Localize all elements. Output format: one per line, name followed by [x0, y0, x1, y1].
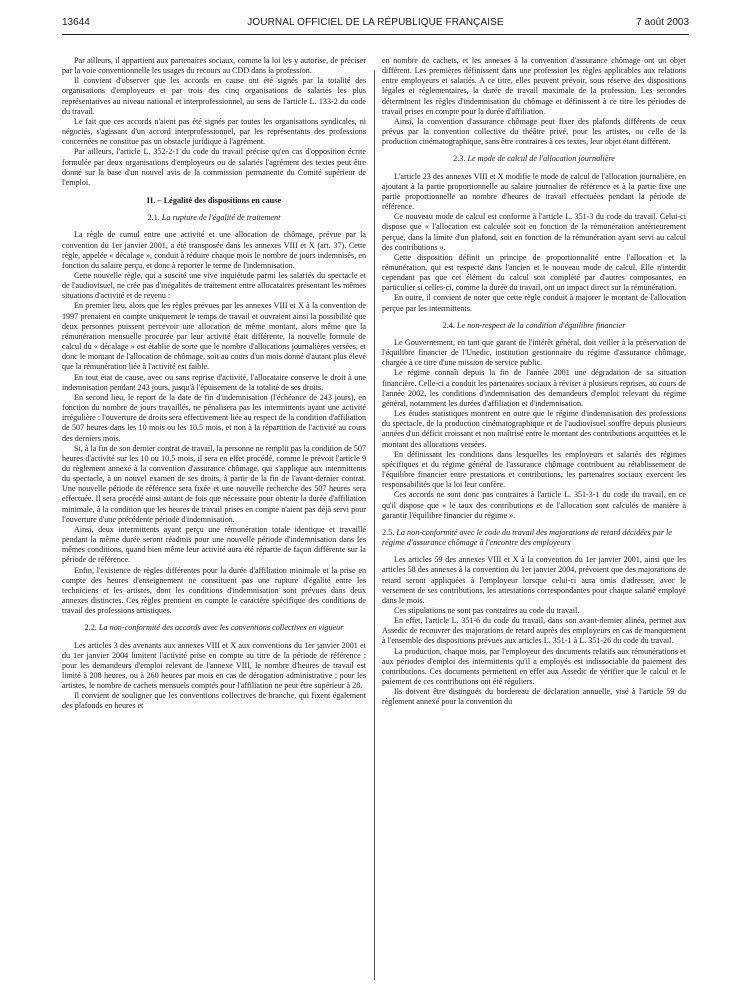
publication-date: 7 août 2003 [636, 17, 689, 28]
paragraph: Cette disposition définit un principe de proportionnalité entre l'allocation et la rémunération, qui est respecté dans l'ancien et le nouveau mode de calcul. Elle n'interdit cependant pas que cet élément du calcul soit complété par d'autres composantes, en particulier si celles-ci, comme la durée du travail, ont un impact direct sur la rémunération. [382, 252, 686, 293]
right-column [382, 56, 686, 708]
paragraph: Les études statistiques montrent en outre que le régime d'indemnisation des professions du spectacle, de la production cinématographique et de l'audiovisuel souffre depuis plusieurs années d'un déficit croissant et non maîtrisé entre le montant des contributions acquittées et le montant des allocations versées. [382, 409, 686, 449]
subsection-number: 2.4. [442, 320, 455, 330]
subsection-number: 2.5. [382, 527, 395, 537]
subsection-number: 2.1. [147, 213, 160, 223]
paragraph: Le Gouvernement, en tant que garant de l'intérêt général, doit veiller à la préservation de l'équilibre financier de l'Unedic, institution gestionnaire du régime d'assurance chômage, chargée à ce titre d'une mission de service public. [382, 338, 686, 368]
paragraph: En second lieu, le report de la date de fin d'indemnisation (l'échéance de 243 jours), en fonction du nombre de jours travaillés, ne pénalisera pas les intermittents ayant une activité irrégulière : l'ouverture de droits sera effectivement liée au respect de la condition d'affiliation de 507 heures dans les 10 mois ou les 10,5 mois, et non à la répartition de l'activité au cours des derniers mois. [62, 392, 366, 443]
paragraph: Les articles 59 des annexes VIII et X à la convention du 1er janvier 2001, ainsi que les articles 58 des annexes à la convention du 1er janvier 2004, prévoient que des majorations de retard seront appliquées à l'employeur lorsque celui-ci aura omis d'adresser, avec le versement de ses contributions, les attestations correspondantes pour chaque salarié employé dans le mois. [382, 555, 686, 605]
paragraph: En effet, l'article L. 351-6 du code du travail, dans son avant-dernier alinéa, permet aux Assedic de recouvrer des majorations de retard auprès des employeurs en cas de manquement à l'ensemble des dispositions prévues aux articles L. 351-1 à L. 351-26 du code du travail. [382, 616, 686, 646]
paragraph: Ainsi, deux intermittents ayant perçu une rémunération totale identique et travaillé pendant la même durée seront réadmis pour une nouvelle période d'indemnisation dans les mêmes conditions, quand bien même leur activité aura été répartie de façon différente sur la période de référence. [62, 524, 366, 565]
left-column [62, 56, 366, 712]
subsection-number: 2.2. [84, 623, 97, 633]
section-heading-ii: II. – Légalité des dispositions en cause [146, 196, 282, 206]
paragraph: Le fait que ces accords n'aient pas été signés par toutes les organisations syndicales, ni négociés, s'agissant d'un accord interprofessionnel, par les représentants des professions concernées ne constitue pas un obstacle juridique à l'agrément. [62, 116, 366, 147]
paragraph: Par ailleurs, l'article L. 352-2-1 du code du travail précise qu'en cas d'opposition écrite formulée par deux organisations d'employeurs ou de salariés l'agrément des textes peut être donné sur la base d'un nouvel avis de la commission permanente du Comité supérieur de l'emploi. [62, 147, 366, 187]
paragraph: Ils doivent être distingués du bordereau de déclaration annuelle, visé à l'article 59 du règlement annexé pour la convention du [382, 687, 686, 707]
subsection-title: Le mode de calcul de l'allocation journalière [467, 154, 615, 164]
page-header [62, 14, 689, 35]
paragraph: En définissant les conditions dans lesquelles les employeurs et salariés des régimes spécifiques et du régime général de l'assurance chômage contribuent au rétablissement de l'équilibre financier entre prestations et contributions, les partenaires sociaux exercent les responsabilités que la loi leur confère. [382, 449, 686, 490]
paragraph: Par ailleurs, il appartient aux partenaires sociaux, comme la loi les y autorise, de préciser par la voie conventionnelle les usages du recours au CDD dans la profession. [62, 56, 366, 76]
paragraph: Si, à la fin de son dernier contrat de travail, la personne ne remplit pas la condition de 507 heures d'activité sur les 10 ou 10,5 mois, il sera en effet procédé, comme le prévoit l'article 9 du règlement annexé à la convention d'assurance chômage, qui s'applique aux intermittents du spectacle, à un nouvel examen de ses droits, à partir de la fin de l'avant-dernier contrat. Une nouvelle période de référence sera fixée et une nouvelle recherche des 507 heures sera effectuée. Il sera procédé ainsi autant de fois que nécessaire pour obtenir la durée d'affiliation minimale, à la condition que les heures de travail prises en compte n'aient pas déjà servi pour l'ouverture d'une précédente période d'indemnisation. [62, 443, 366, 524]
subsection-title: La non-conformité des accords avec les conventions collectives en vigueur [98, 623, 344, 633]
page-number: 13644 [62, 17, 90, 28]
subsection-heading-2-2 [62, 623, 366, 633]
paragraph: Ces accords ne sont donc pas contraires à l'article L. 351-3-1 du code du travail, en ce qu'il dispose que « le taux des contributions et de l'allocation sont calculés de manière à garantir l'équilibre financier du régime ». [382, 490, 686, 520]
paragraph: En premier lieu, alors que les règles prévues par les annexes VIII et X à la convention de 1997 prenaient en compte uniquement le temps de travail et ouvraient ainsi la possibilité que deux personnes puissent percevoir une allocation de même montant, alors même que la rémunération mensuelle procurée par leur activité était différente, la nouvelle formule de calcul du « décalage » est établie de sorte que le nombre d'allocations journalières versées, et donc le montant de l'allocation de chômage, soit au cours d'un mois donné d'autant plus élevé que la rémunération liée à l'activité est faible. [62, 301, 366, 372]
paragraph: En tout état de cause, avec ou sans reprise d'activité, l'allocataire conserve le droit à une indemnisation pendant 243 jours, jusqu'à l'épuisement de la totalité de ses droits. [62, 372, 366, 392]
paragraph: Il convient de souligner que les conventions collectives de branche, qui fixent également des plafonds en heures et [62, 691, 366, 711]
paragraph: La production, chaque mois, par l'employeur des documents relatifs aux rémunérations et aux périodes d'emploi des intermittents qu'il a employés est indissociable du paiement des contributions. Ces documents permettent en effet aux Assedic de vérifier que le calcul et le paiement de ces contributions ont été réguliers. [382, 646, 686, 687]
paragraph: La règle de cumul entre une activité et une allocation de chômage, prévue par la convention du 1er janvier 2001, a été transposée dans les annexes VIII et X (art. 37). Cette règle, appelée « décalage », conduit à réduire chaque mois le nombre de jours indemnisés, en fonction du salaire perçu, et donc à reporter le terme de l'indemnisation. [62, 230, 366, 270]
paragraph: en nombre de cachets, et les annexes à la convention d'assurance chômage ont un objet différent. Les premières définissent dans une profession les règles applicables aux relations entre employeurs et salariés. A ce titre, elles peuvent prévoir, sous réserve des dispositions légales et réglementaires, la durée de travail maximale de la profession. Les secondes déterminent les règles d'indemnisation du chômage et définissent à ce titre les périodes de travail prises en compte pour la durée d'affiliation. [382, 56, 686, 116]
paragraph: Le régime connaît depuis la fin de l'année 2001 une dégradation de sa situation financière. Celle-ci a conduit les partenaires sociaux à réviser à plusieurs reprises, au cours de l'année 2002, les conditions d'indemnisation des demandeurs d'emploi relevant du régime général, notamment les durées d'affiliation et d'indemnisation. [382, 368, 686, 408]
paragraph: En outre, il convient de noter que cette règle conduit à majorer le montant de l'allocation perçue par les intermittents. [382, 293, 686, 313]
paragraph: Les articles 3 des avenants aux annexes VIII et X aux conventions du 1er janvier 2001 et du 1er janvier 2004 limitent l'activité prise en compte au titre de la période de référence : pour les demandeurs d'emploi relevant de l'annexe VIII, le nombre d'heures de travail est limité à 208 heures, ou à 260 heures par mois en cas de dérogation administrative ; pour les artistes, le nombre de cachets mensuels comptés pour l'affiliation ne peut être supérieur à 28. [62, 640, 366, 691]
journal-title: JOURNAL OFFICIEL DE LA RÉPUBLIQUE FRANÇAISE [247, 17, 504, 28]
subsection-heading-2-5 [382, 528, 686, 548]
paragraph: Ainsi, la convention d'assurance chômage peut fixer des plafonds différents de ceux prévus par la convention collective du théâtre privé, pour les artistes, ou celle de la production cinématographique, sans être contraires à ces textes, leur objet étant différent. [382, 116, 686, 147]
paragraph: Ces stipulations ne sont pas contraires au code du travail. [394, 606, 580, 615]
paragraph: Cette nouvelle règle, qui a suscité une vive inquiétude parmi les salariés du spectacle et de l'audiovisuel, ne crée pas d'inégalités de traitement entre allocataires présentant les mêmes situations d'activité et de revenu : [62, 271, 366, 301]
subsection-heading-2-3 [382, 154, 686, 164]
subsection-heading-2-1 [62, 213, 366, 223]
paragraph: L'article 23 des annexes VIII et X modifie le mode de calcul de l'allocation journalière, en ajoutant à la partie proportionnelle au salaire journalier de référence et à la partie fixe une partie proportionnelle au nombre d'heures de travail effectuées pendant la période de référence. [382, 171, 686, 212]
subsection-heading-2-4 [382, 321, 686, 331]
subsection-title: La rupture de l'égalité de traitement [161, 213, 281, 223]
subsection-title: La non-conformité avec le code du travail des majorations de retard décidées par le régime d'assurance chômage à l'encontre des employeurs [382, 527, 672, 548]
subsection-title: Le non-respect de la condition d'équilibre financier [456, 320, 626, 330]
subsection-number: 2.3. [453, 154, 466, 164]
paragraph: Enfin, l'existence de règles différentes pour la durée d'affiliation minimale et la prise en compte des heures d'enseignement ne constituent pas une rupture d'égalité entre les techniciens et les artistes, dont les conditions d'indemnisation sont prévues dans deux annexes distinctes. Ces règles prennent en compte le caractère spécifique des conditions de travail des professions artistiques. [62, 565, 366, 616]
paragraph: Ce nouveau mode de calcul est conforme à l'article L. 351-3 du code du travail. Celui-ci dispose que « l'allocation est calculée soit en fonction de la rémunération antérieurement perçue, dans la limite d'un plafond, soit en fonction de la rémunération ayant servi au calcul des contributions ». [382, 212, 686, 252]
paragraph: Il convient d'observer que les accords en cause ont été signés par la totalité des organisations d'employeurs et par trois des cinq organisations de salariés les plus représentatives au niveau national et interprofessionnel, au sens de l'article L. 133-2 du code du travail. [62, 76, 366, 116]
document-body [62, 56, 689, 986]
